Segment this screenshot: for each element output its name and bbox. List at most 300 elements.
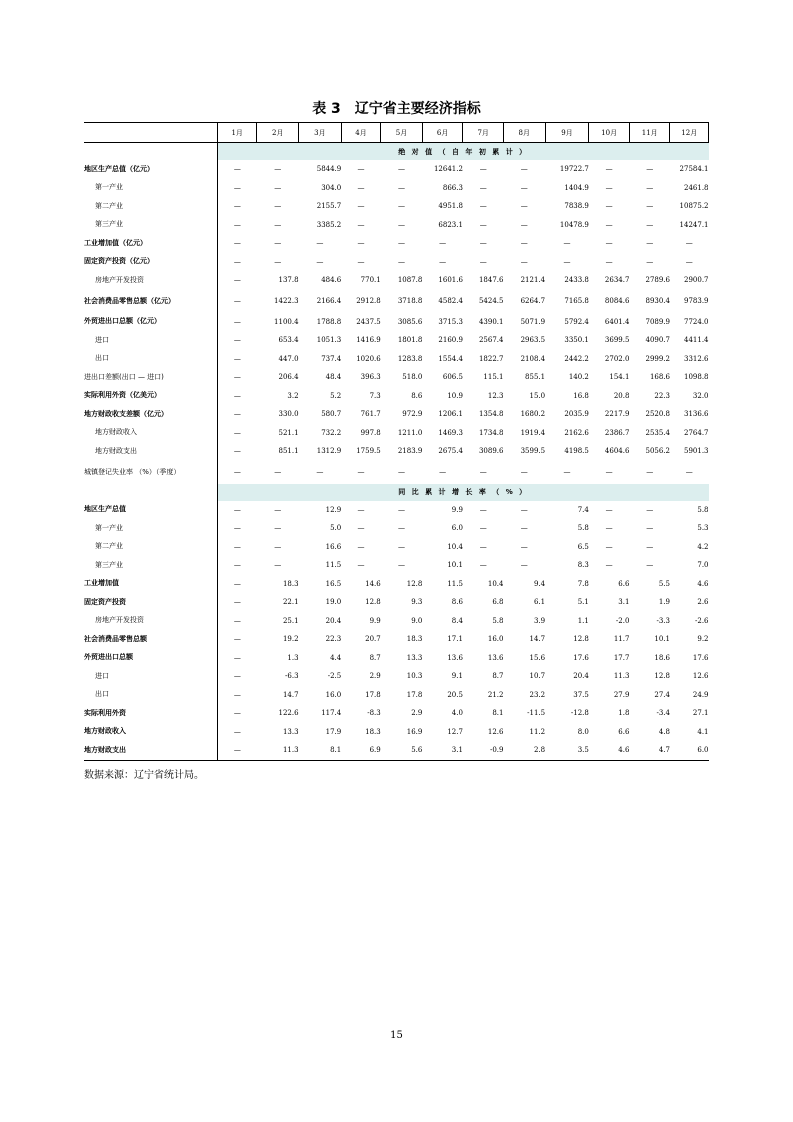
table-cell: —: [274, 257, 282, 266]
table-cell: -12.8: [570, 709, 589, 718]
table-cell: 1416.9: [356, 336, 381, 345]
table-cell: 6.9: [341, 741, 380, 760]
table-cell: 9.2: [697, 635, 709, 644]
table-cell: 732.2: [321, 428, 342, 437]
table-cell: —: [605, 257, 613, 266]
table-cell: —: [217, 387, 256, 406]
month-header: 4月: [341, 123, 380, 143]
table-cell: —: [520, 239, 528, 248]
table-cell: —: [217, 313, 256, 332]
table-cell: 5.8: [697, 505, 709, 514]
table-cell: 304.0: [321, 183, 342, 192]
table-cell: 8.1: [492, 709, 504, 718]
table-cell: 10.1: [447, 561, 463, 570]
table-cell: 17.8: [406, 690, 423, 699]
table-cell: 1919.4: [520, 428, 546, 437]
table-cell: 16.5: [325, 579, 342, 588]
table-cell: 20.8: [613, 391, 630, 400]
table-cell: 2386.7: [604, 428, 630, 437]
table-cell: —: [357, 468, 365, 476]
table-cell: —: [217, 350, 256, 369]
table-cell: —: [217, 331, 256, 350]
table-cell: 2433.8: [564, 276, 589, 285]
table-cell: 4.1: [697, 727, 709, 736]
table-cell: -2.5: [327, 672, 342, 681]
table-cell: —: [605, 505, 613, 514]
table-cell: 2108.4: [520, 354, 546, 363]
table-cell: —: [646, 561, 654, 570]
table-cell: 3699.5: [604, 336, 630, 345]
table-cell: —: [479, 183, 487, 192]
table-cell: 606.5: [442, 373, 463, 382]
row-label: 地区生产总值: [84, 505, 126, 514]
table-cell: 5901.3: [684, 447, 709, 456]
table-row: [84, 686, 709, 705]
table-cell: —: [217, 667, 256, 686]
table-cell: —: [357, 542, 365, 551]
table-cell: 12.8: [573, 635, 589, 644]
table-cell: 8.6: [451, 598, 463, 607]
table-cell: 2162.6: [564, 428, 589, 437]
table-cell: —: [357, 561, 365, 570]
data-source-note: 数据来源：辽宁省统计局。: [84, 770, 204, 781]
table-cell: —: [439, 239, 447, 248]
table-cell: 17.7: [613, 653, 630, 662]
table-row: [84, 612, 709, 631]
table-row: [84, 630, 709, 649]
table-cell: 2634.7: [604, 276, 630, 285]
table-cell: 1554.4: [438, 354, 463, 363]
table-cell: 20.4: [573, 672, 589, 681]
table-cell: 5.5: [658, 579, 670, 588]
row-label: 第二产业: [95, 542, 123, 551]
table-cell: 10.3: [406, 672, 423, 681]
table-cell: —: [646, 524, 654, 533]
table-cell: —: [398, 220, 406, 229]
table-cell: 2160.9: [438, 336, 463, 345]
table-cell: 2900.7: [684, 276, 709, 285]
table-cell: 27.1: [692, 709, 709, 718]
table-cell: 851.1: [278, 447, 299, 456]
table-cell: 6.0: [451, 524, 463, 533]
table-cell: -3.4: [656, 709, 670, 718]
month-header: 5月: [381, 123, 423, 143]
table-cell: 1211.0: [397, 428, 423, 437]
row-label: 地方财政支出: [84, 741, 217, 760]
table-cell: 972.9: [402, 410, 423, 419]
table-cell: —: [274, 561, 282, 570]
table-cell: 8930.4: [645, 297, 670, 305]
table-cell: 330.0: [278, 410, 299, 419]
table-cell: —: [217, 216, 256, 235]
table-cell: —: [217, 704, 256, 723]
table-cell: —: [217, 160, 256, 179]
table-cell: 9.0: [411, 616, 423, 625]
table-cell: 17.9: [325, 727, 342, 736]
table-cell: —: [479, 257, 487, 266]
month-header: 10月: [589, 123, 630, 143]
table-cell: 24.9: [692, 690, 709, 699]
table-cell: 19722.7: [559, 165, 589, 174]
table-cell: —: [357, 220, 365, 229]
table-cell: 3718.8: [397, 297, 423, 305]
table-row: [84, 197, 709, 216]
table-cell: 14.7: [529, 635, 546, 644]
table-cell: —: [274, 505, 282, 514]
section-absolute-values: [84, 143, 709, 161]
table-cell: —: [217, 197, 256, 216]
table-cell: —: [685, 468, 693, 476]
table-cell: 447.0: [278, 354, 299, 363]
table-cell: 15.0: [529, 391, 546, 400]
month-header: 3月: [299, 123, 342, 143]
table-cell: —: [398, 505, 406, 514]
table-cell: 3312.6: [684, 354, 709, 363]
table-cell: 5.1: [577, 598, 589, 607]
table-cell: 17.1: [447, 635, 463, 644]
table-cell: —: [520, 542, 528, 551]
table-cell: —: [274, 468, 282, 476]
table-cell: 5424.5: [478, 297, 504, 305]
table-cell: 4.0: [451, 709, 463, 718]
row-label: 进口: [95, 335, 109, 344]
table-cell: 16.0: [487, 635, 504, 644]
table-cell: 9.9: [369, 616, 381, 625]
table-cell: —: [274, 239, 282, 248]
table-cell: 5071.9: [520, 317, 546, 326]
section-heading: 同 比 累 计 增 长 率 （ % ）: [217, 484, 708, 501]
table-cell: 6.6: [618, 727, 630, 736]
table-cell: —: [439, 257, 447, 266]
table-row: [84, 253, 709, 272]
table-cell: —: [646, 202, 654, 211]
table-cell: —: [563, 257, 571, 266]
table-cell: 9.3: [411, 598, 423, 607]
month-header: 8月: [503, 123, 545, 143]
table-cell: 8.0: [577, 727, 589, 736]
table-row: [84, 649, 709, 668]
table-row: [84, 704, 709, 723]
table-cell: 19.0: [325, 598, 342, 607]
table-cell: —: [217, 368, 256, 387]
month-header: 1月: [217, 123, 256, 143]
table-cell: 1680.2: [520, 410, 546, 419]
table-row: [84, 331, 709, 350]
table-cell: 2535.4: [645, 428, 670, 437]
table-cell: —: [646, 542, 654, 551]
row-label: 社会消费品零售总额: [84, 634, 147, 643]
table-cell: 521.1: [278, 428, 299, 437]
table-cell: —: [398, 561, 406, 570]
table-cell: —: [646, 505, 654, 514]
table-cell: 7089.9: [645, 317, 670, 326]
table-cell: 154.1: [609, 373, 630, 382]
table-cell: 3.9: [533, 616, 546, 625]
row-label: 第二产业: [95, 201, 123, 210]
table-cell: 4604.6: [604, 447, 630, 456]
table-cell: 32.0: [692, 391, 709, 400]
table-row: [84, 424, 709, 443]
table-cell: 7838.9: [564, 202, 589, 211]
table-cell: 140.2: [568, 373, 589, 382]
table-cell: 12.8: [406, 579, 423, 588]
table-cell: -3.3: [656, 616, 670, 625]
economic-indicators-table: [84, 122, 709, 761]
table-cell: 4951.8: [438, 202, 463, 211]
table-cell: 580.7: [321, 410, 342, 419]
row-label: 城镇登记失业率 （%）（季度）: [84, 467, 181, 476]
table-cell: 855.1: [525, 373, 546, 382]
month-header: 12月: [670, 123, 709, 143]
table-cell: 1.3: [287, 653, 299, 662]
table-cell: —: [439, 468, 447, 476]
table-cell: —: [217, 442, 256, 461]
table-cell: 137.8: [278, 276, 299, 285]
header-blank-cell: [84, 123, 217, 143]
table-cell: 3715.3: [438, 317, 463, 326]
table-cell: —: [398, 524, 406, 533]
row-label: 进口: [95, 671, 109, 680]
row-label: 工业增加值: [84, 579, 119, 588]
table-cell: 1354.8: [478, 410, 504, 419]
table-cell: —: [520, 202, 528, 211]
table-cell: —: [605, 561, 613, 570]
table-cell: —: [646, 220, 654, 229]
table-cell: —: [479, 165, 487, 174]
table-cell: 1734.8: [478, 428, 504, 437]
table-cell: 1020.6: [356, 354, 381, 363]
table-cell: —: [479, 202, 487, 211]
table-cell: 1788.8: [316, 317, 342, 326]
table-cell: 20.5: [447, 690, 463, 699]
table-cell: 1.8: [618, 709, 630, 718]
table-cell: —: [217, 723, 256, 742]
row-label: 第三产业: [95, 560, 123, 569]
table-cell: 9.1: [451, 672, 463, 681]
table-cell: 737.4: [321, 354, 342, 363]
table-cell: 653.4: [278, 336, 299, 345]
table-cell: 11.5: [325, 561, 342, 570]
table-cell: 6.8: [492, 598, 504, 607]
table-row: [84, 290, 709, 313]
table-cell: —: [217, 519, 256, 538]
table-cell: —: [646, 257, 654, 266]
table-cell: 1098.8: [684, 373, 709, 382]
row-label: 实际利用外资（亿美元）: [84, 391, 161, 400]
table-cell: —: [605, 165, 613, 174]
table-cell: -6.3: [285, 672, 299, 681]
table-cell: 2.6: [697, 598, 709, 607]
table-row: [84, 442, 709, 461]
table-cell: 12.8: [365, 598, 381, 607]
table-cell: 2437.5: [356, 317, 381, 326]
table-row: [84, 519, 709, 538]
table-cell: 6264.7: [520, 297, 546, 305]
table-cell: 7.4: [577, 505, 589, 514]
table-row: [84, 723, 709, 742]
table-cell: 168.6: [649, 373, 670, 382]
table-cell: —: [398, 542, 406, 551]
table-cell: 14.7: [282, 690, 299, 699]
table-cell: 5.8: [577, 524, 589, 533]
table-cell: 2.9: [369, 672, 381, 681]
table-cell: 206.4: [278, 373, 299, 382]
table-cell: —: [274, 542, 282, 551]
row-label: 第三产业: [95, 220, 123, 229]
table-cell: 3385.2: [316, 220, 342, 229]
table-cell: 2999.2: [645, 354, 670, 363]
table-cell: 7.0: [697, 561, 709, 570]
table-cell: 770.1: [360, 276, 381, 285]
table-cell: 5.3: [697, 524, 709, 533]
table-cell: 4582.4: [438, 297, 463, 305]
table-cell: -11.5: [527, 709, 546, 718]
row-label: 实际利用外资: [84, 708, 126, 717]
table-cell: 7.8: [577, 579, 589, 588]
table-cell: 17.8: [365, 690, 381, 699]
month-header-row: [84, 123, 709, 143]
table-row: [84, 271, 709, 290]
page-number: 15: [390, 1030, 403, 1041]
table-cell: 8.7: [492, 672, 504, 681]
table-cell: 13.6: [447, 653, 463, 662]
table-cell: 16.8: [573, 391, 589, 400]
table-cell: —: [217, 405, 256, 424]
table-cell: 5.0: [330, 524, 342, 533]
table-row: [84, 741, 709, 760]
table-cell: 12.6: [487, 727, 504, 736]
table-cell: —: [357, 239, 365, 248]
table-cell: 4.2: [697, 542, 709, 551]
table-cell: 10.9: [447, 391, 463, 400]
table-cell: —: [685, 239, 693, 248]
table-cell: 1312.9: [316, 447, 342, 456]
table-cell: —: [605, 542, 613, 551]
row-label: 第一产业: [95, 523, 123, 532]
table-cell: 12.7: [447, 727, 463, 736]
table-cell: 21.2: [487, 690, 504, 699]
table-cell: 4.7: [629, 741, 670, 760]
table-cell: —: [520, 165, 528, 174]
table-cell: —: [646, 239, 654, 248]
table-cell: 518.0: [402, 373, 423, 382]
table-cell: 3350.1: [564, 336, 589, 345]
table-cell: 8.7: [369, 653, 381, 662]
table-cell: 1.9: [658, 598, 670, 607]
table-cell: 12.3: [487, 391, 504, 400]
table-cell: 1404.9: [564, 183, 589, 192]
table-row: [84, 593, 709, 612]
table-cell: —: [563, 239, 571, 248]
table-cell: 2155.7: [316, 202, 342, 211]
table-cell: —: [605, 239, 613, 248]
table-cell: 1100.4: [274, 317, 299, 326]
month-header: 11月: [629, 123, 670, 143]
row-label: 固定资产投资: [84, 597, 126, 606]
table-cell: 4198.5: [564, 447, 589, 456]
table-cell: -2.0: [615, 616, 630, 625]
section-growth-rates: [84, 484, 709, 501]
table-cell: 1847.6: [478, 276, 504, 285]
table-cell: —: [563, 468, 571, 476]
table-cell: 10.4: [487, 579, 504, 588]
table-cell: 7724.0: [684, 317, 709, 326]
table-cell: 11.3: [613, 672, 630, 681]
table-cell: 12.6: [692, 672, 709, 681]
table-cell: —: [217, 271, 256, 290]
table-row: [84, 234, 709, 253]
table-cell: 1.1: [577, 616, 589, 625]
table-cell: 37.5: [573, 690, 589, 699]
table-cell: —: [398, 239, 406, 248]
table-cell: 16.0: [325, 690, 342, 699]
table-cell: 4.8: [658, 727, 670, 736]
row-label: 社会消费品零售总额（亿元）: [84, 296, 175, 305]
table-cell: 4.4: [330, 653, 342, 662]
table-cell: —: [479, 561, 487, 570]
table-cell: 13.6: [487, 653, 504, 662]
table-cell: 10478.9: [559, 220, 589, 229]
table-cell: —: [398, 202, 406, 211]
table-cell: 16.9: [406, 727, 423, 736]
table-cell: -2.6: [695, 616, 709, 625]
table-cell: —: [217, 501, 256, 520]
table-cell: —: [479, 542, 487, 551]
table-cell: —: [357, 165, 365, 174]
table-cell: —: [398, 165, 406, 174]
row-label: 出口: [95, 690, 109, 699]
table-cell: —: [316, 239, 324, 248]
table-cell: 5056.2: [645, 447, 670, 456]
table-cell: 17.6: [692, 653, 709, 662]
table-cell: 2.8: [503, 741, 545, 760]
table-cell: —: [217, 593, 256, 612]
table-cell: —: [217, 290, 256, 313]
table-cell: —: [357, 505, 365, 514]
table-cell: —: [217, 612, 256, 631]
table-cell: 11.5: [447, 579, 463, 588]
table-cell: 5844.9: [316, 165, 342, 174]
table-cell: —: [316, 468, 324, 476]
table-cell: —: [398, 257, 406, 266]
table-cell: —: [217, 741, 256, 760]
table-cell: 2675.4: [438, 447, 463, 456]
table-cell: 2035.9: [564, 410, 589, 419]
table-cell: 9.4: [533, 579, 546, 588]
table-cell: 117.4: [321, 709, 342, 718]
table-row: [84, 556, 709, 575]
table-title: 表 3 辽宁省主要经济指标: [312, 101, 481, 117]
table-cell: -0.9: [463, 741, 504, 760]
table-cell: 1601.6: [438, 276, 463, 285]
table-cell: 12.9: [325, 505, 342, 514]
table-cell: 10.4: [447, 542, 463, 551]
table-cell: —: [479, 505, 487, 514]
table-row: [84, 575, 709, 594]
table-cell: —: [398, 468, 406, 476]
table-cell: 6.0: [670, 741, 709, 760]
table-cell: —: [274, 165, 282, 174]
row-label: 地区生产总值（亿元）: [84, 164, 154, 173]
row-label: 第一产业: [95, 183, 123, 192]
table-cell: —: [217, 461, 256, 484]
table-cell: 5.2: [330, 391, 342, 400]
row-label: 地方财政支出: [95, 446, 137, 455]
table-cell: 22.1: [282, 598, 299, 607]
month-header: 6月: [422, 123, 463, 143]
table-cell: —: [520, 524, 528, 533]
table-row: [84, 313, 709, 332]
